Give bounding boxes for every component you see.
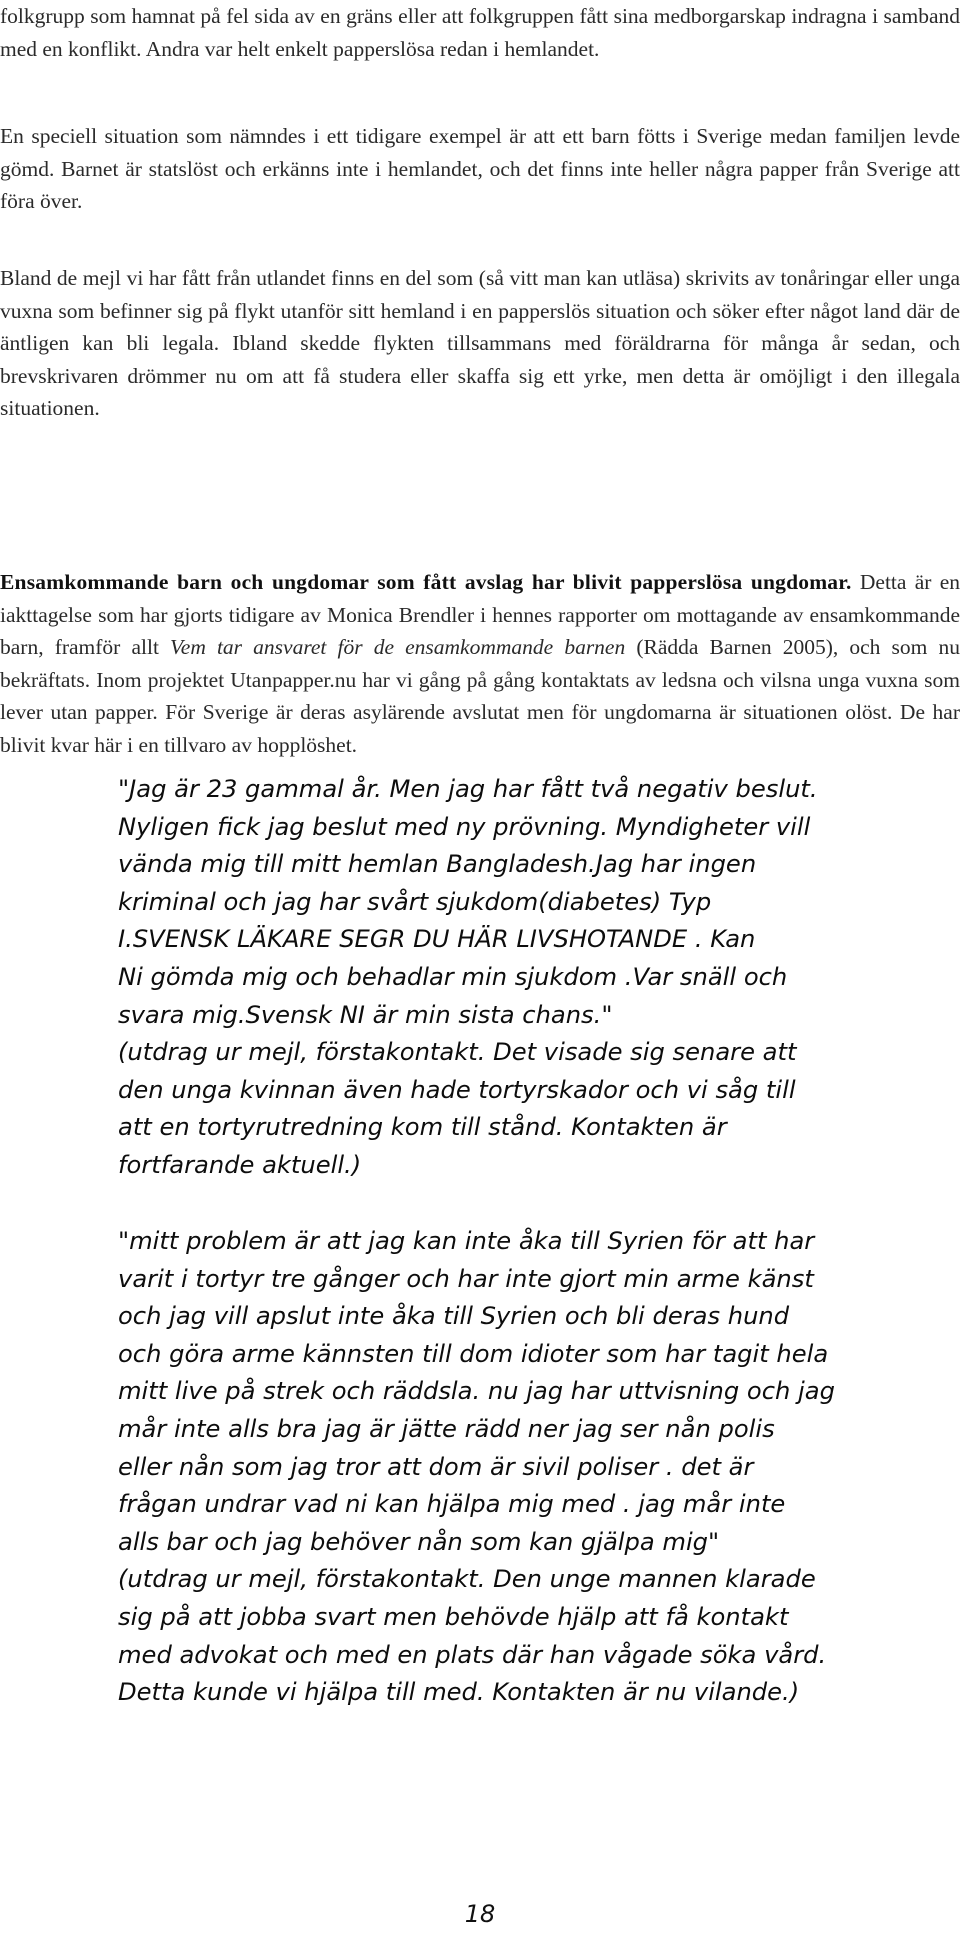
paragraph-emails-from-abroad (0, 262, 960, 425)
email-quote-2: "mitt problem är att jag kan inte åka till Syrien för att har varit i tortyr tre gånger och har inte gjort min arme känst och jag vill apslut inte åka till Syrien och bli deras hund och göra arme kännsten till dom idioter som har tagit hela mitt live på strek och räddsla. nu jag har uttvisning och jag mår inte alls bra jag är jätte rädd ner jag ser nån polis eller nån som jag tror att dom är sivil poliser . det är frågan undrar vad ni kan hjälpa mig med . jag mår inte alls bar och jag behöver nån som kan gjälpa mig" (utdrag ur mejl, förstakontakt. Den unge mannen klarade sig på att jobba svart men behövde hjälp att få kontakt med advokat och med en plats där han vågade söka vård. Detta kunde vi hjälpa till med. Kontakten är nu vilande.) (118, 1227, 835, 1707)
page-number: 18 (464, 1900, 496, 1928)
paragraph-text: folkgrupp som hamnat på fel sida av en gräns eller att folkgruppen fått sina medborgarskap indragna i samband med en konflikt. Andra var helt enkelt papperslösa redan i hemlandet. (0, 4, 960, 61)
bold-lead-sentence: Ensamkommande barn och ungdomar som fått avslag har blivit papperslösa ungdomar. (0, 570, 852, 594)
paragraph-born-in-sweden (0, 120, 960, 218)
paragraph-unaccompanied-minors (0, 566, 960, 762)
email-quote-1: "Jag är 23 gammal år. Men jag har fått två negativ beslut. Nyligen fick jag beslut med ny prövning. Myndigheter vill vända mig till mitt hemlan Bangladesh.Jag har ingen kriminal och jag har svårt sjukdom(diabetes) Typ I.SVENSK LÄKARE SEGR DU HÄR LIVSHOTANDE . Kan Ni gömda mig och behadlar min sjukdom .Var snäll och svara mig.Svensk NI är min sista chans." (utdrag ur mejl, förstakontakt. Det visade sig senare att den unga kvinnan även hade tortyrskador och vi såg till att en tortyrutredning kom till stånd. Kontakten är fortfarande aktuell.) (118, 775, 818, 1179)
paragraph-text: Bland de mejl vi har fått från utlandet finns en del som (så vitt man kan utläsa) skrivits av tonåringar eller unga vuxna som befinner sig på flykt utanför sitt hemland i en papperslös situation och söker efter något land där de äntligen kan bli legala. Ibland skedde flykten tillsammans med föräldrarna för många år sedan, och brevskrivaren drömmer nu om att få studera eller skaffa sig ett yrke, men detta är omöjligt i den illegala situationen. (0, 266, 960, 421)
paragraph-text: En speciell situation som nämndes i ett tidigare exempel är att ett barn fötts i Sverige medan familjen levde gömd. Barnet är statslöst och erkänns inte i hemlandet, och det finns inte heller några papper från Sverige att föra över. (0, 124, 960, 214)
paragraph-statelessness-continued (0, 0, 960, 65)
paragraph-text: (Rädda Barnen 2005), och som nu bekräftats. Inom projektet Utanpapper.nu har vi gång på gång kontaktats av ledsna och vilsna unga vuxna som lever utan papper. För Sverige är deras asylärende avslutat men för ungdomarna är situationen olöst. De har blivit kvar här i en tillvaro av hopplöshet. (0, 635, 960, 757)
paragraph-text: Detta är en iakttagelse som har gjorts tidigare av Monica Brendler i hennes rapporter om mottagande av ensamkommande barn, framför allt (0, 570, 960, 660)
report-title: Vem tar ansvaret för de ensamkommande barnen (170, 635, 626, 660)
